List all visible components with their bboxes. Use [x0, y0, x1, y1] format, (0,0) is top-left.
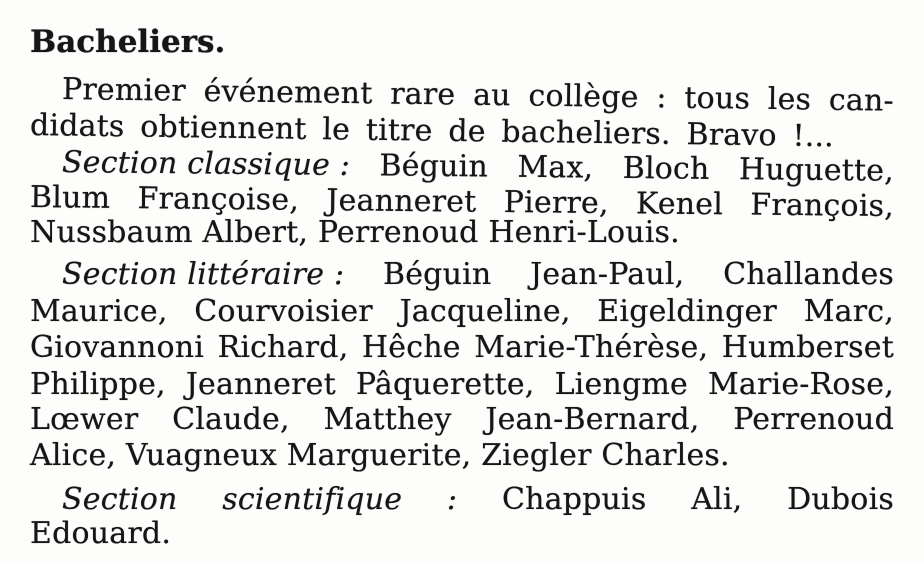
word: Perrenoud: [733, 402, 894, 437]
word: Maurice,: [30, 294, 168, 329]
word: événement: [203, 73, 373, 112]
word: obtiennent: [140, 109, 307, 147]
word: Lœwer: [30, 402, 139, 437]
word: Béguin: [379, 148, 489, 185]
word: Premier: [61, 72, 187, 109]
word: :: [656, 80, 667, 116]
word: le: [322, 112, 351, 148]
word: Jacqueline,: [399, 294, 571, 329]
word: Humberset: [721, 330, 894, 365]
word: bacheliers.: [501, 114, 672, 152]
word: Huguette,: [738, 152, 895, 189]
word: Françoise,: [137, 181, 300, 218]
word: Courvoisier: [194, 294, 373, 329]
word: Marie-Thérèse,: [474, 330, 709, 365]
word: Bloch: [622, 150, 710, 187]
litteraire-line-4: [30, 367, 894, 403]
word: Max,: [517, 149, 594, 186]
word: Section: [62, 482, 178, 517]
section-classique-label: Section classique :: [61, 145, 351, 184]
scientifique-line-2: Edouard.: [30, 516, 172, 551]
word: scientifique: [222, 482, 403, 517]
litteraire-line-3: [30, 330, 894, 366]
word: rare: [389, 76, 456, 113]
word: Philippe,: [30, 367, 166, 402]
litteraire-line-6: Alice, Vuagneux Marguerite, Ziegler Charles.: [30, 438, 730, 473]
word: Matthey: [323, 402, 452, 437]
word: Jeanneret: [326, 183, 477, 220]
word: Dubois: [787, 482, 894, 517]
word: Liengme: [554, 367, 688, 402]
word: Giovannoni: [30, 330, 205, 365]
word: Eigeldinger: [597, 294, 777, 329]
word: Marc,: [803, 294, 894, 329]
word: Challandes: [723, 257, 894, 292]
word: Jean-Bernard,: [485, 402, 700, 437]
word: Jean-Paul,: [530, 257, 685, 292]
word: tous: [684, 80, 751, 117]
word: titre: [365, 112, 433, 149]
word: les: [767, 81, 812, 118]
litteraire-line-1: [62, 257, 894, 293]
word: Béguin: [382, 257, 492, 292]
word: didats: [29, 108, 125, 145]
section-litteraire-label: Section littéraire :: [62, 257, 345, 292]
word: Ali,: [691, 482, 743, 517]
scientifique-line-1: [62, 482, 894, 518]
word: Pierre,: [503, 184, 609, 222]
word: Hêche: [361, 330, 461, 365]
word: Claude,: [172, 402, 290, 437]
word: François,: [750, 187, 895, 225]
word: Marie-Rose,: [707, 367, 894, 402]
litteraire-line-2: [30, 294, 894, 330]
section-heading: Bacheliers.: [30, 24, 226, 60]
word: :: [446, 482, 458, 517]
word: can-: [828, 82, 895, 119]
litteraire-line-5: [30, 402, 894, 438]
word: Chappuis: [501, 482, 647, 517]
word: Richard,: [217, 330, 349, 365]
word: Pâquerette,: [355, 367, 535, 402]
word: Kenel: [635, 186, 724, 223]
classique-line-3: Nussbaum Albert, Perrenoud Henri-Louis.: [30, 215, 680, 250]
word: collège: [528, 78, 639, 116]
word: de: [448, 113, 486, 150]
word: Jeanneret: [185, 367, 336, 402]
word: !...: [792, 118, 835, 155]
word: au: [472, 77, 511, 114]
word: Blum: [29, 180, 111, 216]
word: Bravo: [686, 117, 778, 154]
